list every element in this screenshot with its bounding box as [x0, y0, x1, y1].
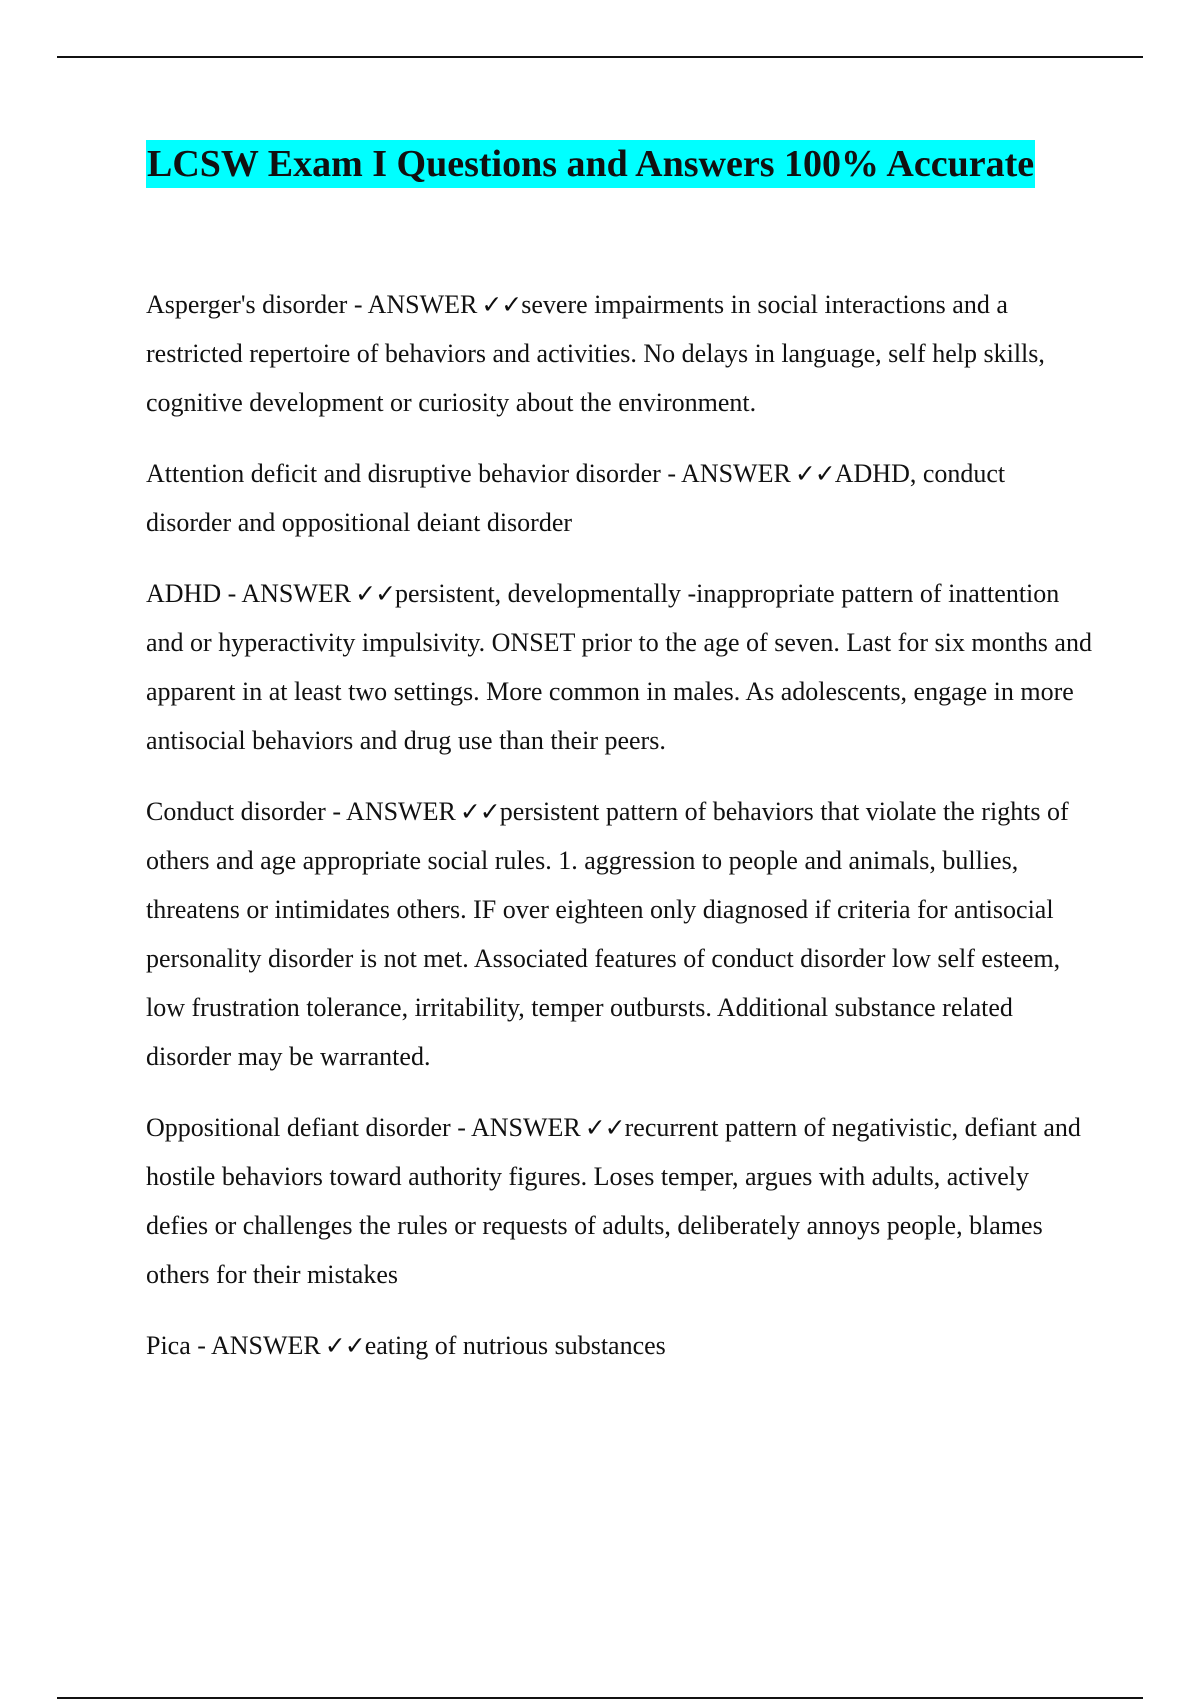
qa-separator: - [347, 290, 368, 319]
answer-label: ANSWER [367, 290, 478, 319]
qa-separator: - [660, 459, 682, 488]
document-title: LCSW Exam I Questions and Answers 100% Accurate [146, 140, 1035, 188]
qa-term: Conduct disorder [146, 797, 326, 826]
top-divider [57, 56, 1143, 58]
qa-list [146, 280, 1096, 1370]
qa-item [146, 280, 1096, 427]
answer-label: ANSWER [241, 579, 352, 608]
qa-separator: - [221, 579, 242, 608]
qa-answer: persistent, developmentally -inappropriate pattern of inattention and or hyperactivity impulsivity. ONSET prior to the age of seven. Last for six months and apparent in at least two settings. More common in males. As adolescents, engage in more antisocial behaviors and drug use than their peers. [146, 579, 1092, 755]
qa-term: ADHD [146, 579, 222, 608]
double-check-icon: ✓✓ [459, 797, 500, 826]
answer-label: ANSWER [211, 1331, 321, 1360]
document-title-heading [146, 140, 1096, 188]
qa-answer: eating of nutrious substances [364, 1331, 666, 1360]
answer-label: ANSWER [681, 459, 791, 488]
qa-answer: recurrent pattern of negativistic, defiant and hostile behaviors toward authority figures. Loses temper, argues with adults, actively defies or challenges the rules or requests of adults, deliberately annoys people, blames others for their mistakes [146, 1113, 1081, 1289]
qa-item [146, 1321, 1096, 1370]
qa-item [146, 569, 1096, 765]
qa-term: Oppositional defiant disorder [146, 1113, 451, 1142]
qa-term: Asperger's disorder [146, 290, 348, 319]
qa-separator: - [190, 1331, 211, 1360]
qa-item [146, 1103, 1096, 1299]
qa-separator: - [450, 1113, 471, 1142]
qa-item [146, 787, 1096, 1081]
qa-answer: persistent pattern of behaviors that violate the rights of others and age appropriate social rules. 1. aggression to people and animals, bullies, threatens or intimidates others. IF over eighteen only diagnosed if criteria for antisocial personality disorder is not met. Associated features of conduct disorder low self esteem, low frustration tolerance, irritability, temper outbursts. Additional substance related disorder may be warranted. [146, 797, 1069, 1071]
answer-label: ANSWER [470, 1113, 581, 1142]
qa-term: Pica [146, 1331, 191, 1360]
qa-term: Attention deficit and disruptive behavior disorder [146, 459, 661, 488]
qa-answer: ADHD, conduct disorder and oppositional deiant disorder [146, 459, 1006, 537]
double-check-icon: ✓✓ [584, 1113, 625, 1142]
double-check-icon: ✓✓ [355, 579, 396, 608]
double-check-icon: ✓✓ [324, 1331, 365, 1360]
answer-label: ANSWER [346, 797, 456, 826]
bottom-divider [57, 1697, 1143, 1699]
double-check-icon: ✓✓ [794, 459, 835, 488]
qa-answer: severe impairments in social interactions and a restricted repertoire of behaviors and activities. No delays in language, self help skills, cognitive development or curiosity about the environment. [146, 290, 1045, 417]
qa-separator: - [325, 797, 347, 826]
double-check-icon: ✓✓ [481, 290, 522, 319]
qa-item [146, 449, 1096, 547]
document-body [146, 140, 1096, 1392]
